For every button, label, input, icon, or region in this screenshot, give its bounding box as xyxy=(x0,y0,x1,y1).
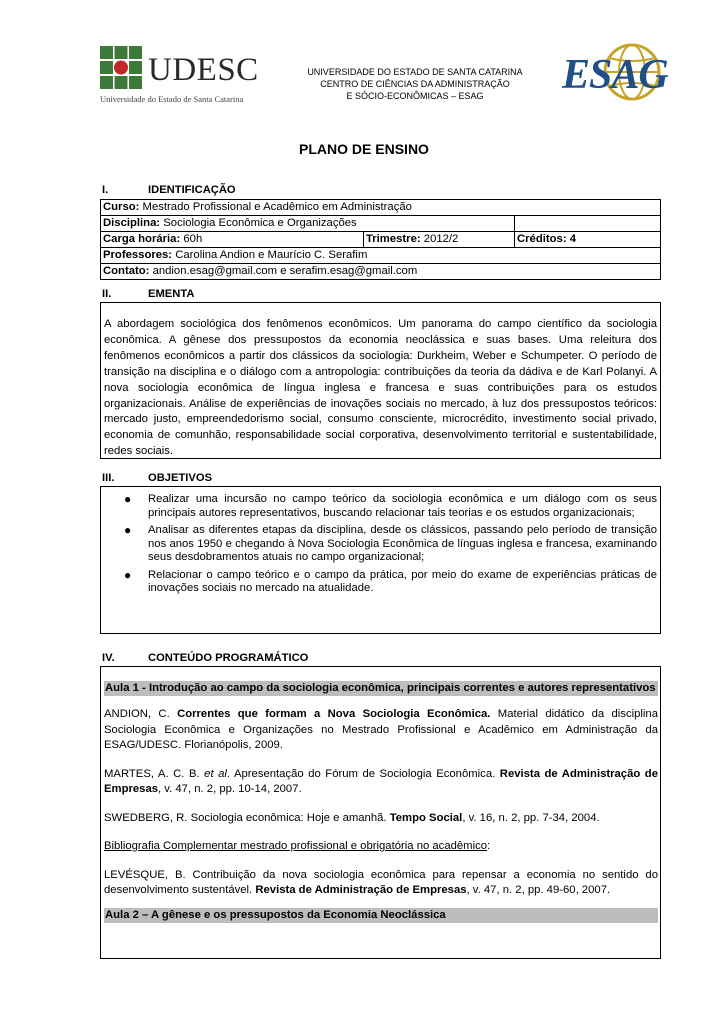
institution-line: UNIVERSIDADE DO ESTADO DE SANTA CATARINA xyxy=(307,67,523,77)
ref-author: LEVÉSQUE, B. Contribuição da nova sociologia econômica para repensar a economia no sentido do desenvolvimento sustentável. xyxy=(104,868,658,896)
ref-mid: . Apresentação do Fórum de Sociologia Econômica. xyxy=(226,767,500,780)
institution-line: CENTRO DE CIÊNCIAS DA ADMINISTRAÇÃO xyxy=(320,79,510,89)
objetivo-text: Analisar as diferentes etapas da disciplina, desde os clássicos, passando pelo período de transição nos anos 1950 e chegando à Nova Sociologia Econômica de línguas inglesa e francesa, examinando seus desdobramentos atuais no campo organizacional; xyxy=(148,524,657,563)
reference-levesque xyxy=(104,868,658,899)
trimestre-label: Trimestre: xyxy=(366,233,421,246)
disciplina-cell xyxy=(101,216,515,232)
table-row xyxy=(101,232,661,248)
professores-label: Professores: xyxy=(103,249,173,262)
section-number: II. xyxy=(102,288,112,300)
table-row xyxy=(101,200,661,216)
section-number: III. xyxy=(102,472,115,484)
curso-label: Curso: xyxy=(103,201,140,214)
bib-comp-colon: : xyxy=(487,840,491,852)
section-heading-identificacao xyxy=(102,184,236,196)
trimestre-cell xyxy=(364,232,515,248)
objetivos-list xyxy=(104,493,657,596)
udesc-wordmark: UDESC xyxy=(148,52,259,88)
list-item xyxy=(104,569,657,596)
empty-cell xyxy=(515,216,661,232)
contato-cell xyxy=(101,264,661,280)
ref-journal: Revista de Administração de Empresas xyxy=(255,884,467,896)
curso-cell xyxy=(101,200,661,216)
contato-label: Contato: xyxy=(103,265,150,278)
conteudo-box xyxy=(100,666,661,959)
identification-table xyxy=(100,199,661,280)
objetivo-text: Realizar uma incursão no campo teórico da sociologia econômica e um diálogo com os seus principais autores representativos, buscando relacionar tais teorias e os estudos organizacionais; xyxy=(148,493,657,519)
section-heading-ementa xyxy=(102,288,194,300)
carga-value: 60h xyxy=(183,233,203,246)
ref-rest: Material didático da disciplina Sociologia Econômica e Organizações no Mestrado Profissional e Acadêmico em Administração da ESAG/UDESC. Florianópolis, 2009. xyxy=(104,708,658,751)
bib-comp-label: Bibliografia Complementar mestrado profissional e obrigatória no acadêmico xyxy=(104,840,488,852)
professores-value: Carolina Andion e Maurício C. Serafim xyxy=(175,249,368,262)
section-title: CONTEÚDO PROGRAMÁTICO xyxy=(148,652,309,664)
reference-swedberg xyxy=(104,811,658,827)
professores-cell xyxy=(101,248,661,264)
table-row xyxy=(101,264,661,280)
creditos-label: Créditos: xyxy=(517,233,567,246)
creditos-value: 4 xyxy=(569,233,577,246)
ref-title: Correntes que formam a Nova Sociologia Econômica. xyxy=(177,708,491,720)
ementa-text: A abordagem sociológica dos fenômenos econômicos. Um panorama do campo científico da sociologia econômica. A gênese dos pressupostos da economia neoclássica e suas bases. Uma releitura dos fenômenos econômicos a partir dos clássicos da sociologia: Durkheim, Weber e Schumpeter. O período de transição na disciplina e o diálogo com a antropologia: contribuições da teoria da dádiva e de Karl Polanyi. A nova sociologia econômica de língua inglesa e francesa e suas contribuições para os estudos organizacionais. Análise de experiências de inovações sociais no mercado, à luz dos pressupostos teóricos: mercado justo, empreendedorismo social, consumo consciente, microcrédito, investimento social privado, economia de comunhão, responsabilidade social corporativa, desenvolvimento territorial e sustentabilidade, redes sociais. xyxy=(104,318,657,458)
ref-journal: Revista de Administração de Empresas xyxy=(104,767,658,795)
aula-1-title: Aula 1 - Introdução ao campo da sociologia econômica, principais correntes e autores representativos xyxy=(104,681,658,696)
ementa-box xyxy=(100,302,661,459)
section-title: OBJETIVOS xyxy=(148,472,213,484)
bibliografia-complementar xyxy=(104,839,658,855)
institution-line: E SÓCIO-ECONÔMICAS – ESAG xyxy=(346,91,484,101)
list-item xyxy=(104,524,657,565)
curso-value: Mestrado Profissional e Acadêmico em Administração xyxy=(142,201,412,214)
institution-heading xyxy=(290,66,540,102)
udesc-subtitle: Universidade do Estado de Santa Catarina xyxy=(100,94,244,104)
reference-martes xyxy=(104,767,658,798)
aula-2-title: Aula 2 – A gênese e os pressupostos da Economia Neoclássica xyxy=(104,908,658,923)
section-title: IDENTIFICAÇÃO xyxy=(148,184,236,196)
bullet-icon: ● xyxy=(124,567,132,582)
udesc-emblem-icon xyxy=(100,46,142,90)
table-row xyxy=(101,216,661,232)
page-title: PLANO DE ENSINO xyxy=(299,141,429,157)
creditos-cell xyxy=(515,232,661,248)
section-heading-objetivos xyxy=(102,472,212,484)
section-title: EMENTA xyxy=(148,288,195,300)
carga-cell xyxy=(101,232,364,248)
trimestre-value: 2012/2 xyxy=(423,233,459,246)
disciplina-value: Sociologia Econômica e Organizações xyxy=(163,217,357,230)
esag-wordmark: ESAG xyxy=(562,52,668,98)
contato-value: andion.esag@gmail.com e serafim.esag@gmail.com xyxy=(152,265,418,278)
section-number: I. xyxy=(102,184,109,196)
ref-rest: , v. 16, n. 2, pp. 7-34, 2004. xyxy=(462,811,600,824)
ref-journal: Tempo Social xyxy=(389,811,463,824)
esag-logo xyxy=(556,42,666,104)
ref-author: ANDION, C. xyxy=(104,708,178,720)
bullet-icon: ● xyxy=(124,523,132,537)
section-number: IV. xyxy=(102,652,115,664)
ref-author: SWEDBERG, R. Sociologia econômica: Hoje e amanhã. xyxy=(104,811,390,824)
udesc-logo xyxy=(100,46,265,108)
ref-rest: , v. 47, n. 2, pp. 49-60, 2007. xyxy=(466,884,611,896)
objetivos-box xyxy=(100,486,661,634)
ref-etal: et al xyxy=(204,767,227,780)
bullet-icon: ● xyxy=(124,492,132,506)
carga-label: Carga horária: xyxy=(103,233,181,246)
table-row xyxy=(101,248,661,264)
section-heading-conteudo xyxy=(102,652,308,664)
ref-rest: , v. 47, n. 2, pp. 10-14, 2007. xyxy=(158,783,302,795)
objetivo-text: Relacionar o campo teórico e o campo da prática, por meio do exame de experiências práticas de inovações sociais no mercado na atualidade. xyxy=(148,568,657,594)
reference-andion xyxy=(104,707,658,754)
list-item xyxy=(104,493,657,520)
ref-author: MARTES, A. C. B. xyxy=(104,767,205,780)
disciplina-label: Disciplina: xyxy=(103,217,161,230)
